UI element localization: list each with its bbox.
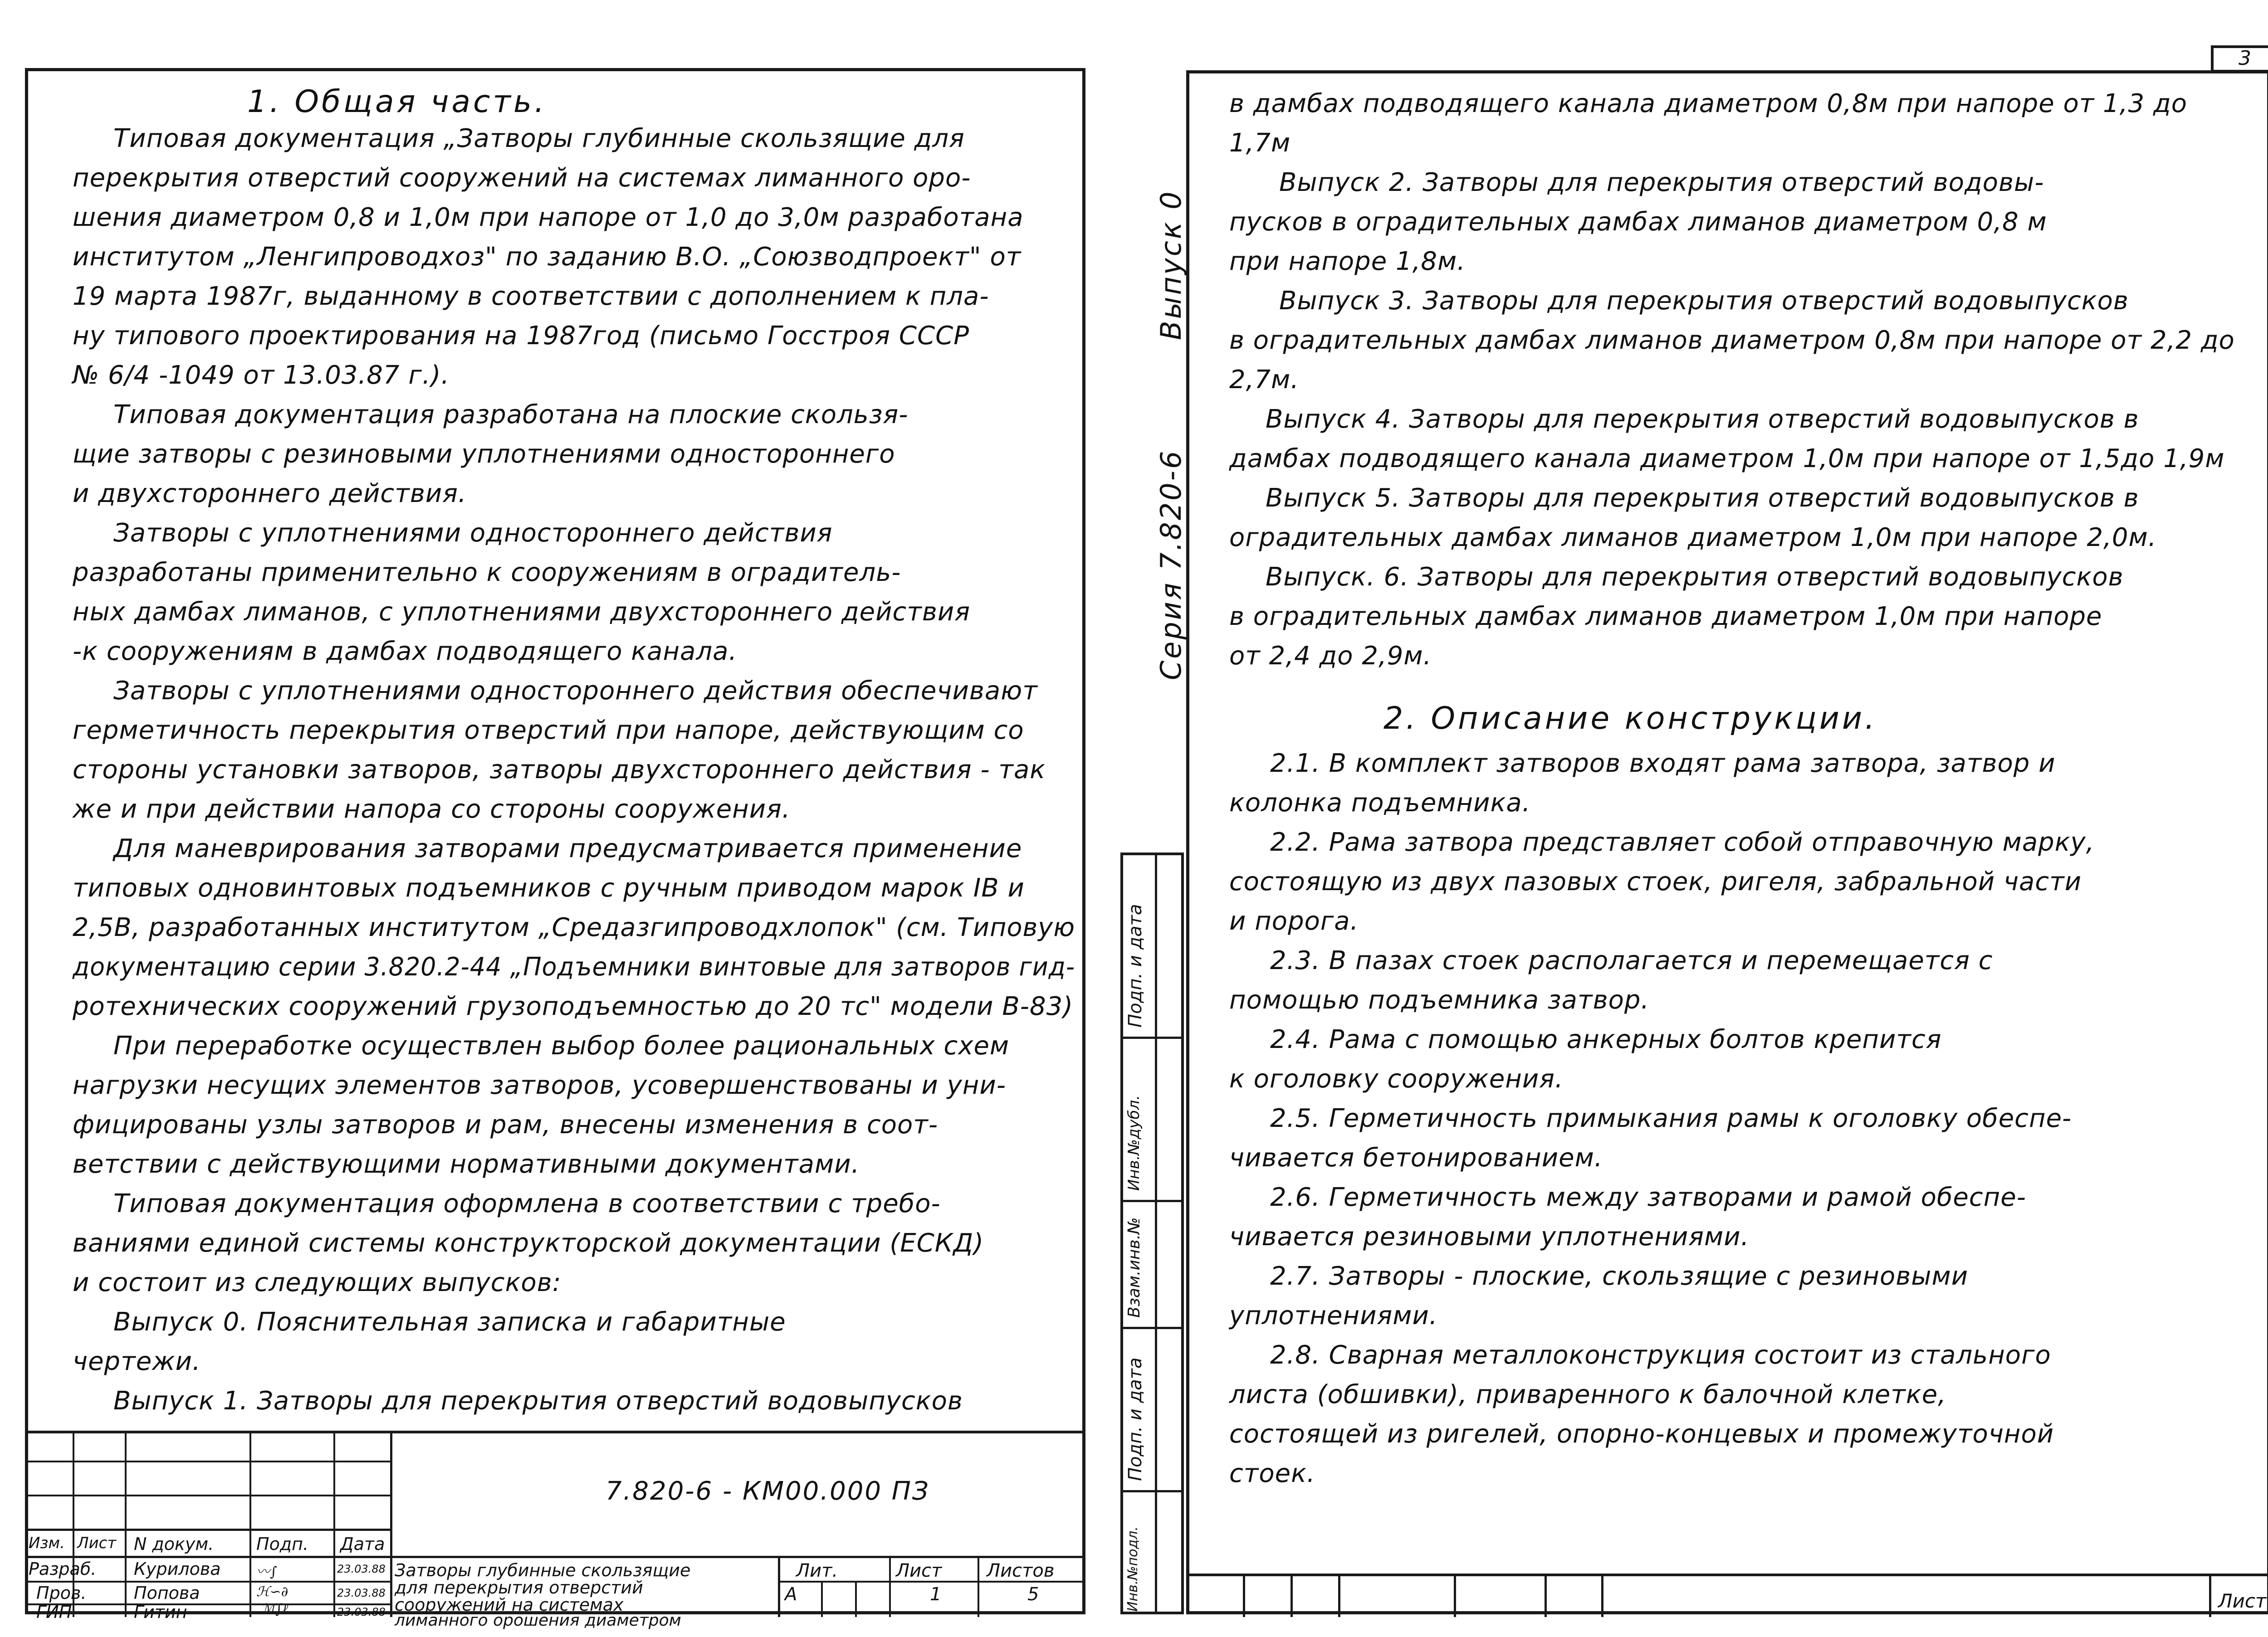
- text-line: пусков в оградительных дамбах лиманов диаметром 0,8 м: [1229, 207, 2047, 237]
- list-label: Лист: [896, 1560, 942, 1581]
- text-line: уплотнениями.: [1229, 1301, 1438, 1330]
- role-checker: Пров.: [36, 1583, 87, 1603]
- text-line: фицированы узлы затворов и рам, внесены изменения в соот-: [73, 1110, 938, 1140]
- date-developer: 23.03.88: [337, 1563, 386, 1575]
- name-checker: Попова: [134, 1583, 200, 1603]
- section-2-title: 2. Описание конструкции.: [1383, 701, 1877, 736]
- text-line: 2,7м.: [1229, 365, 1300, 395]
- vypusk-label: Выпуск 0: [1154, 190, 1188, 340]
- text-line: чивается резиновыми уплотнениями.: [1229, 1222, 1750, 1252]
- header-signature: Подп.: [256, 1534, 309, 1554]
- text-line: Выпуск. 6. Затворы для перекрытия отверстий водовыпусков: [1266, 562, 2124, 592]
- text-line: листа (обшивки), приваренного к балочной клетке,: [1229, 1380, 1946, 1409]
- text-line: Выпуск 0. Пояснительная записка и габаритные: [113, 1307, 786, 1337]
- text-line: Затворы с уплотнениями одностороннего действия: [113, 518, 833, 548]
- text-line: документацию серии 3.820.2-44 „Подъемники винтовые для затворов гид-: [73, 952, 1075, 982]
- lit-value: А: [785, 1584, 797, 1605]
- text-line: -к сооружениям в дамбах подводящего канала.: [73, 637, 738, 666]
- stamp-title-line-4: лиманного орошения диаметром: [395, 1611, 681, 1630]
- text-line: 2.7. Затворы - плоские, скользящие с резиновыми: [1270, 1262, 1969, 1291]
- text-line: ветствии с действующими нормативными документами.: [73, 1150, 860, 1179]
- name-developer: Курилова: [134, 1559, 221, 1579]
- text-line: от 2,4 до 2,9м.: [1229, 641, 1432, 671]
- text-line: 2.4. Рама с помощью анкерных болтов крепится: [1270, 1025, 1942, 1054]
- seriya-label: Серия 7.820-6: [1154, 449, 1188, 680]
- list-value: 1: [930, 1584, 942, 1605]
- text-line: 2.5. Герметичность примыкания рамы к оголовку обеспе-: [1270, 1104, 2072, 1133]
- header-list: Лист: [77, 1534, 117, 1552]
- side-label-inv-dubl: Инв.№дубл.: [1125, 1095, 1143, 1191]
- signature-chief-engineer: ℳ∫ℓ: [261, 1601, 288, 1617]
- text-line: в оградительных дамбах лиманов диаметром 0,8м при напоре от 2,2 до: [1229, 326, 2235, 355]
- text-line: в оградительных дамбах лиманов диаметром 1,0м при напоре: [1229, 602, 2102, 631]
- text-line: стоек.: [1229, 1459, 1315, 1488]
- text-line: 1,7м: [1229, 128, 1291, 158]
- text-line: чивается бетонированием.: [1229, 1143, 1603, 1173]
- text-line: состоящую из двух пазовых стоек, ригеля, забральной части: [1229, 867, 2082, 896]
- text-line: ных дамбах лиманов, с уплотнениями двухстороннего действия: [73, 597, 971, 627]
- text-line: оградительных дамбах лиманов диаметром 1,0м при напоре 2,0м.: [1229, 523, 2157, 552]
- document-code: 7.820-6 - КМ00.000 ПЗ: [606, 1476, 930, 1506]
- text-line: и двухстороннего действия.: [73, 479, 467, 508]
- text-line: разработаны применительно к сооружениям в оградитель-: [73, 558, 901, 587]
- header-izm: Изм.: [29, 1534, 65, 1552]
- right-title-strip: [1186, 1574, 2268, 1617]
- text-line: Выпуск 1. Затворы для перекрытия отверстий водовыпусков: [113, 1386, 963, 1416]
- role-chief-engineer: ГИП: [36, 1602, 72, 1622]
- text-line: в дамбах подводящего канала диаметром 0,8м при напоре от 1,3 до: [1229, 89, 2188, 118]
- text-line: колонка подъемника.: [1229, 788, 1531, 818]
- text-line: типовых одновинтовых подъемников с ручным приводом марок IВ и: [73, 873, 1025, 903]
- text-line: 19 марта 1987г, выданному в соответствии с дополнением к пла-: [73, 282, 989, 311]
- text-line: Затворы с уплотнениями одностороннего действия обеспечивают: [113, 676, 1038, 706]
- text-line: помощью подъемника затвор.: [1229, 985, 1650, 1015]
- date-checker: 23.03.88: [337, 1587, 386, 1599]
- text-line: Для маневрирования затворами предусматривается применение: [113, 834, 1022, 863]
- role-developer: Разраб.: [29, 1559, 97, 1579]
- text-line: 2.3. В пазах стоек располагается и перемещается с: [1270, 946, 1993, 975]
- text-line: и порога.: [1229, 906, 1359, 936]
- text-line: перекрытия отверстий сооружений на системах лиманного оро-: [73, 163, 971, 193]
- text-line: ну типового проектирования на 1987год (письмо Госстроя СССР: [73, 321, 969, 351]
- text-line: Типовая документация „Затворы глубинные скользящие для: [113, 124, 965, 153]
- listov-value: 5: [1027, 1584, 1039, 1605]
- header-doc-number: N докум.: [134, 1534, 214, 1554]
- text-line: ваниями единой системы конструкторской документации (ЕСКД): [73, 1228, 984, 1258]
- text-line: стороны установки затворов, затворы двухстороннего действия - так: [73, 755, 1046, 784]
- sheet-label: Лист: [2218, 1590, 2267, 1612]
- section-1-title: 1. Общая часть.: [247, 84, 547, 120]
- text-line: 2.6. Герметичность между затворами и рамой обеспе-: [1270, 1183, 2026, 1212]
- text-line: ротехнических сооружений грузоподъемностью до 20 тс" модели В-83): [73, 992, 1074, 1021]
- text-line: чертежи.: [73, 1347, 201, 1376]
- text-line: Выпуск 3. Затворы для перекрытия отверстий водовыпусков: [1279, 286, 2129, 316]
- text-line: Выпуск 5. Затворы для перекрытия отверстий водовыпусков в: [1266, 483, 2139, 513]
- stamp-title-line-3: сооружений на системах: [395, 1595, 624, 1615]
- stamp-title-line-1: Затворы глубинные скользящие: [395, 1560, 691, 1580]
- signature-checker: ℋ∽∂: [256, 1584, 288, 1600]
- text-line: герметичность перекрытия отверстий при напоре, действующим со: [73, 716, 1024, 745]
- header-date: Дата: [340, 1534, 385, 1554]
- listov-label: Листов: [987, 1560, 1055, 1581]
- text-line: щие затворы с резиновыми уплотнениями одностороннего: [73, 439, 895, 469]
- side-label-vzam-inv: Взам.инв.№: [1125, 1217, 1144, 1318]
- text-line: же и при действии напора со стороны сооружения.: [73, 794, 791, 824]
- text-line: институтом „Ленгипроводхоз" по заданию В.О. „Союзводпроект" от: [73, 242, 1022, 272]
- side-label-sign-date-2: Подп. и дата: [1125, 1357, 1146, 1481]
- text-line: При переработке осуществлен выбор более рациональных схем: [113, 1031, 1010, 1061]
- side-stamp-column: [1120, 853, 1184, 1614]
- text-line: Выпуск 4. Затворы для перекрытия отверстий водовыпусков в: [1266, 404, 2139, 434]
- text-line: и состоит из следующих выпусков:: [73, 1268, 562, 1297]
- text-line: № 6/4 -1049 от 13.03.87 г.).: [73, 361, 450, 390]
- title-block: [25, 1431, 1085, 1630]
- text-line: к оголовку сооружения.: [1229, 1064, 1564, 1094]
- signature-developer: 〰∫: [256, 1564, 277, 1580]
- page-number: 3: [2211, 45, 2268, 73]
- stamp-title-line-2: для перекрытия отверстий: [395, 1578, 643, 1598]
- text-line: нагрузки несущих элементов затворов, усовершенствованы и уни-: [73, 1071, 1006, 1100]
- lit-label: Лит.: [796, 1560, 838, 1581]
- text-line: шения диаметром 0,8 и 1,0м при напоре от 1,0 до 3,0м разработана: [73, 203, 1024, 232]
- text-line: 2.1. В комплект затворов входят рама затвора, затвор и: [1270, 749, 2056, 778]
- side-label-sign-date-1: Подп. и дата: [1125, 904, 1146, 1028]
- text-line: 2.2. Рама затвора представляет собой отправочную марку,: [1270, 828, 2095, 857]
- text-line: 2.8. Сварная металлоконструкция состоит из стального: [1270, 1340, 2051, 1370]
- date-chief-engineer: 23.03.88: [337, 1606, 386, 1618]
- text-line: дамбах подводящего канала диаметром 1,0м при напоре от 1,5до 1,9м: [1229, 444, 2225, 473]
- side-label-inv-podl: Инв.№подл.: [1125, 1526, 1141, 1612]
- text-line: Типовая документация оформлена в соответствии с требо-: [113, 1189, 941, 1218]
- text-line: при напоре 1,8м.: [1229, 247, 1466, 276]
- text-line: состоящей из ригелей, опорно-концевых и промежуточной: [1229, 1419, 2054, 1449]
- text-line: Выпуск 2. Затворы для перекрытия отверстий водовы-: [1279, 168, 2044, 197]
- text-line: 2,5В, разработанных институтом „Средазгипроводхлопок" (см. Типовую: [73, 913, 1075, 942]
- text-line: Типовая документация разработана на плоские скользя-: [113, 400, 909, 429]
- name-chief-engineer: Гитин: [134, 1602, 187, 1622]
